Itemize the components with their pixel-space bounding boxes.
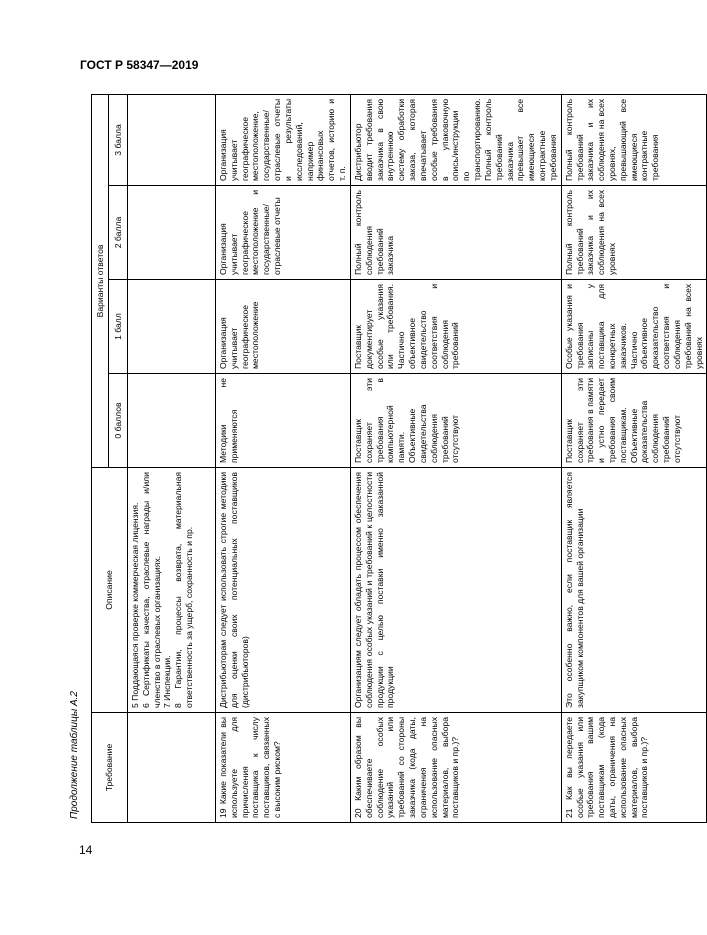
header-requirement: Требование <box>92 713 128 823</box>
header-score-1: 1 балл <box>109 280 128 374</box>
cell-score-1: Поставщик документирует особые указания или требования. Частично объективное свидетельство соответствия и соблюдения требований <box>350 280 561 374</box>
description-line: 6 Сертификаты качества, отраслевые награды и/или членство в отраслевых организациях. <box>140 472 162 708</box>
page-number: 14 <box>79 843 93 857</box>
table-caption: Продолжение таблицы А.2 <box>69 691 80 819</box>
cell-score-3 <box>128 94 216 185</box>
cell-score-2 <box>128 186 216 280</box>
requirements-table <box>91 94 707 823</box>
table-row <box>350 94 561 822</box>
cell-score-1: Организация учитывает географическое местоположение <box>216 280 351 374</box>
header-score-2: 2 балла <box>109 186 128 280</box>
header-variants: Варианты ответов <box>92 94 109 467</box>
cell-description: Дистрибьюторам следует использовать строгие методики для оценки своих потенциальных поставщиков (дистрибьюторов) <box>216 468 351 713</box>
cell-description: Организациям следует обладать процессом обеспечения соблюдения особых указаний и требований к целостности продукции с целью поставки именно заказанной продукции <box>350 468 561 713</box>
table-row <box>128 94 216 822</box>
description-line: 8 Гарантии, процессы возврата, материальная ответственность за ущерб, сохранность и пр. <box>173 472 195 708</box>
cell-score-3: Дистрибьютор вводит требования заказчика в свою внутреннюю систему обработки заказа, которая впечатывает особые требования в упаковочную опись/инструкции по транспортированию. Полный контроль требований заказчика превышает все имеющиеся контрактные требования <box>350 94 561 185</box>
cell-requirement <box>128 713 216 823</box>
description-line: 7 Инспекции. <box>162 655 173 708</box>
table-row <box>216 94 351 822</box>
cell-description <box>128 468 216 713</box>
cell-score-3: Организация учитывает географическое местоположение, государственные/отраслевые отчеты и результаты исследований, например финансовых отчетов, историю и т. п. <box>216 94 351 185</box>
description-line: 5 Поддающаяся проверке коммерческая лицензия. <box>130 502 140 708</box>
cell-score-0 <box>128 374 216 468</box>
cell-requirement: 20 Каким образом вы обеспечиваете соблюдение особых указаний или требований со стороны заказчика (кода даты, ограничения на использование опасных материалов, выбора поставщиков и пр.)? <box>350 713 561 823</box>
cell-score-0: Поставщик сохраняет эти требования в компьютерной памяти. Объективные свидетельства соблюдения требований отсутствуют <box>350 374 561 468</box>
cell-score-0: Методики не применяются <box>216 374 351 468</box>
rotated-table-block <box>69 95 704 823</box>
header-score-3: 3 балла <box>109 94 128 185</box>
cell-description: Это особенно важно, если поставщик является закупщиком компонентов для вашей организации <box>561 468 707 713</box>
page-header: ГОСТ Р 58347—2019 <box>80 58 199 72</box>
cell-requirement: 21 Как вы передаете особые указания или требования вашим поставщикам (кода даты, ограничения на использование опасных материалов, выбора поставщиков и пр.)? <box>561 713 707 823</box>
header-description: Описание <box>92 468 128 713</box>
header-row <box>92 94 109 822</box>
cell-score-3: Полный контроль требований заказчика и их соблюдения на всех уровнях, превышающий все имеющиеся контрактные требования <box>561 94 707 185</box>
cell-score-0: Поставщик сохраняет эти требования в памяти и устно передает требования своим поставщикам. Объективные доказательства соблюдения требований отсутствуют <box>561 374 707 468</box>
cell-score-2: Полный контроль требований заказчика и их соблюдения на всех уровнях <box>561 186 707 280</box>
cell-score-1 <box>128 280 216 374</box>
cell-score-2: Организация учитывает географическое местоположение и государственные/отраслевые отчеты <box>216 186 351 280</box>
table-row <box>561 94 707 822</box>
cell-requirement: 19 Какие показатели вы используете для причисления поставщика к числу поставщиков, связанных с высоким риском? <box>216 713 351 823</box>
cell-score-2: Полный контроль соблюдения требований заказчика <box>350 186 561 280</box>
cell-score-1: Особые указания и требования записаны у поставщика для конкретных заказчиков. Частично объективное доказательство соответствия и соблюдения требований на всех уровнях <box>561 280 707 374</box>
header-score-0: 0 баллов <box>109 374 128 468</box>
